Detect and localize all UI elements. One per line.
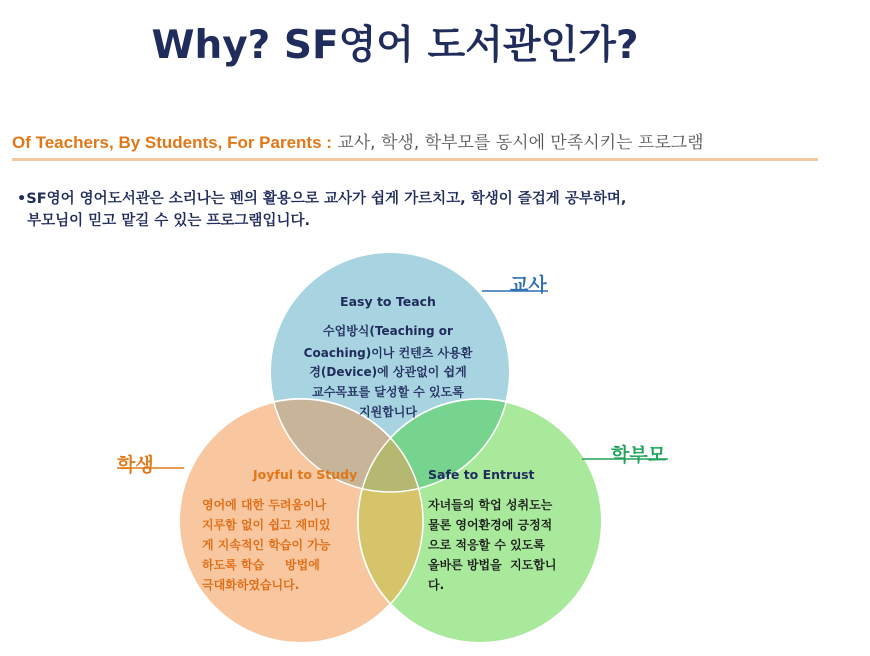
student-line-3: 게 지속적인 학습이 가능	[202, 538, 331, 552]
parent-line-5: 다.	[428, 578, 445, 592]
intro-line-2: 부모님이 믿고 맡길 수 있는 프로그램입니다.	[17, 213, 310, 229]
teacher-heading: Easy to Teach	[340, 294, 436, 309]
teacher-line-4: 교수목표를 달성할 수 있도록	[312, 385, 464, 399]
student-line-5: 극대화하였습니다.	[202, 578, 300, 592]
parent-line-4: 올바른 방법을 지도합니	[428, 558, 557, 572]
parent-label: 학부모	[611, 444, 667, 466]
parent-line-2: 물론 영어환경에 긍정적	[428, 518, 553, 532]
teacher-label: 교사	[510, 274, 547, 296]
parent-line-1: 자녀들의 학업 성취도는	[428, 498, 553, 512]
student-heading: Joyful to Study	[253, 467, 358, 482]
student-line-1: 영어에 대한 두려움이나	[202, 498, 327, 512]
parent-heading: Safe to Entrust	[428, 467, 535, 482]
teacher-line-3: 경(Device)에 상관없이 쉽게	[309, 365, 467, 379]
subtitle-korean: 교사, 학생, 학부모를 동시에 만족시키는 프로그램	[331, 133, 704, 153]
student-line-4: 하도록 학습 방법에	[202, 558, 320, 572]
parent-line-3: 으로 적응할 수 있도록	[428, 538, 545, 552]
teacher-line-1: 수업방식(Teaching or	[323, 324, 453, 338]
subtitle-english: Of Teachers, By Students, For Parents :	[12, 133, 332, 152]
student-label: 학생	[117, 454, 154, 476]
teacher-line-5: 지원합니다	[359, 405, 417, 419]
teacher-line-2: Coaching)이나 컨텐츠 사용환	[303, 346, 473, 360]
intro-line-1: •SF영어 영어도서관은 소리나는 펜의 활용으로 교사가 쉽게 가르치고, 학생이 즐겁게 공부하며,	[17, 191, 627, 207]
page-title: Why? SF영어 도서관인가?	[151, 23, 639, 68]
student-line-2: 지루함 없이 쉽고 재미있	[202, 518, 331, 532]
